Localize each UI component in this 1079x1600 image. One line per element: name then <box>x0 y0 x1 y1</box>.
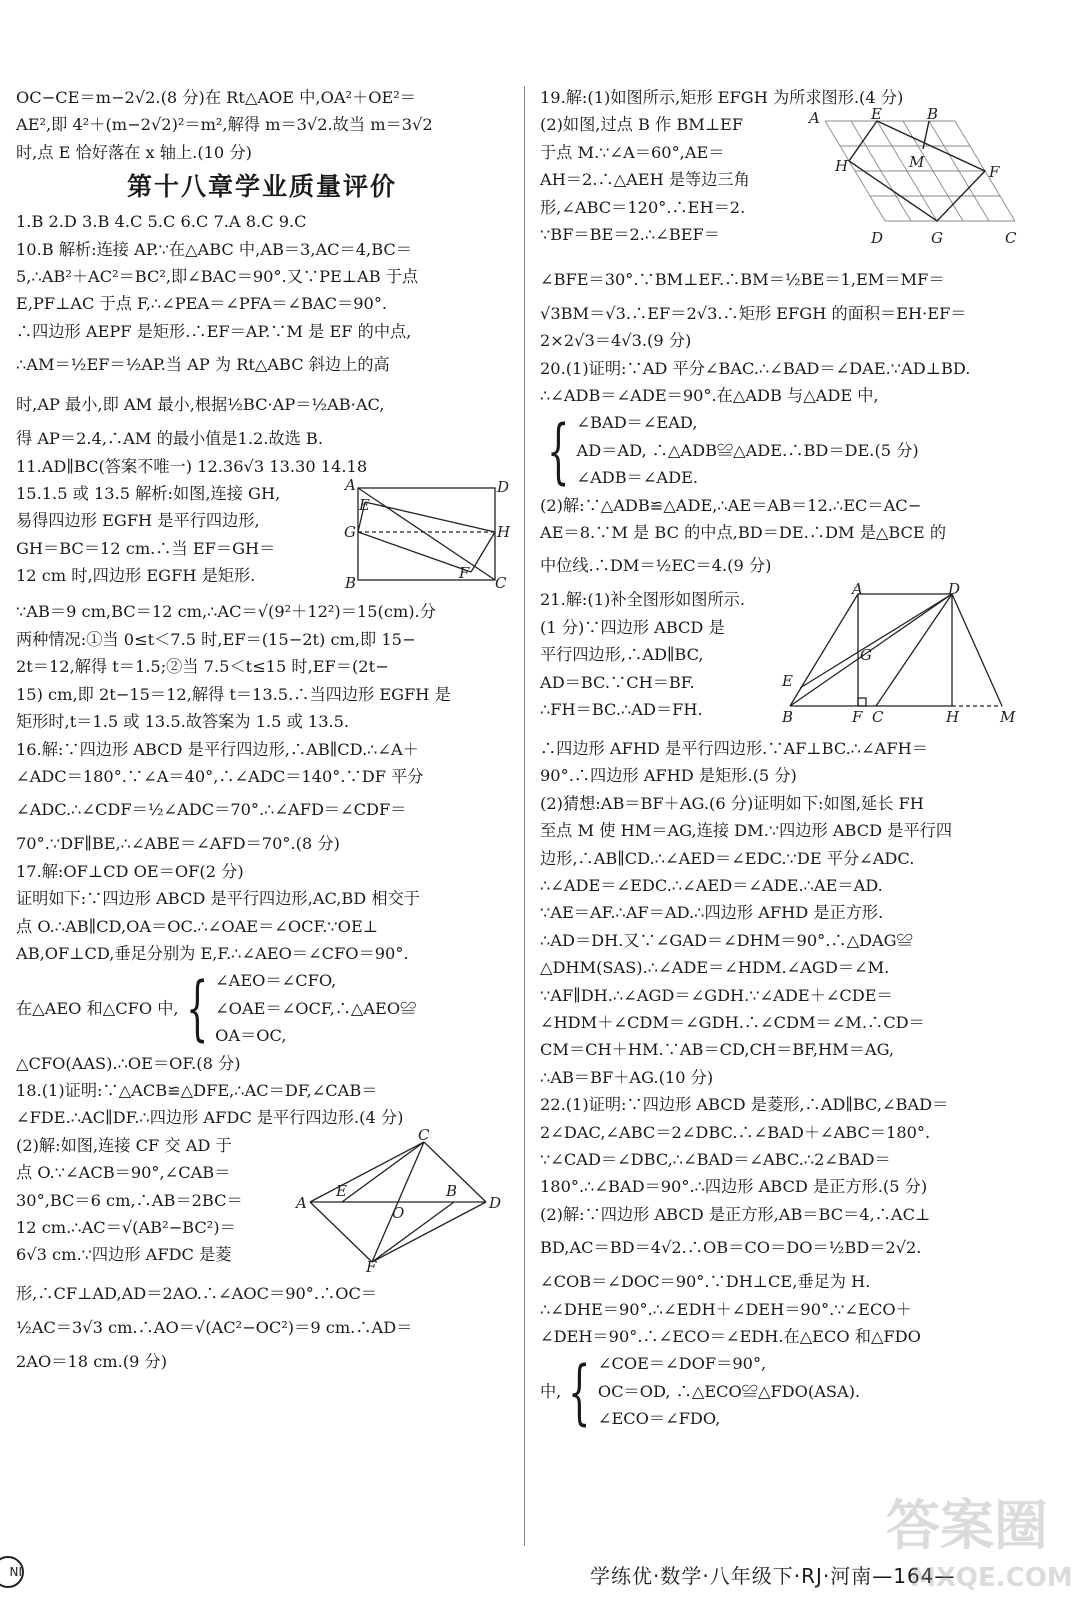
text-line: ∴AD＝DH.又∵∠GAD＝∠DHM＝90°.∴△DAG≌ <box>540 930 913 950</box>
text-line: (2)解:如图,连接 CF 交 AD 于 <box>16 1135 232 1155</box>
text-line: 19.解:(1)如图所示,矩形 EFGH 为所求图形.(4 分) <box>540 88 904 107</box>
text-line: ½AC＝3√3 cm.∴AO＝√(AC²−OC²)＝9 cm.∴AD＝ <box>16 1317 413 1337</box>
text-line: 2AO＝18 cm.(9 分) <box>16 1351 168 1371</box>
text-line: 2t＝12,解得 t＝1.5;②当 7.5＜t≤15 时,EF＝(2t− <box>16 657 389 677</box>
fig19-label: C <box>1005 229 1017 248</box>
fig19-label: E <box>871 105 882 124</box>
equation-system <box>540 1350 1020 1432</box>
text-line: GH＝BC＝12 cm.∴当 EF＝GH＝ <box>16 538 276 558</box>
text-line: (2)解:∵△ADB≌△ADE,∴AE＝AB＝12.∴EC＝AC− <box>540 495 922 515</box>
system-row: ∠AEO＝∠CFO, <box>215 971 337 991</box>
question-19-rest <box>540 260 1020 355</box>
brace: { <box>185 967 208 1050</box>
fig18-label: F <box>366 1257 377 1276</box>
text-line: ∴∠ADB＝∠ADE＝90°.在△ADB 与△ADE 中, <box>540 386 879 406</box>
system-row: ∠ECO＝∠FDO, <box>597 1409 721 1429</box>
question-18-rest <box>16 1280 508 1375</box>
text-line: 10.B 解析:连接 AP.∵在△ABC 中,AB＝3,AC＝4,BC＝ <box>16 239 412 259</box>
right-column <box>540 84 1020 1433</box>
brace: { <box>568 1350 591 1433</box>
figure-21 <box>780 580 1020 734</box>
fig18-label: A <box>296 1193 307 1212</box>
text-line: 至点 M 使 HM＝AG,连接 DM.∵四边形 ABCD 是平行四 <box>540 821 953 841</box>
text-line: E,PF⊥AC 于点 F,∴∠PEA＝∠PFA＝∠BAC＝90°. <box>16 294 388 314</box>
text-line: ∴四边形 AEPF 是矩形.∴EF＝AP.∵M 是 EF 的中点, <box>16 321 412 341</box>
text-line: 得 AP＝2.4,∴AM 的最小值是1.2.故选 B. <box>16 429 323 449</box>
text-line: 180°.∴∠BAD＝90°.∴四边形 ABCD 是正方形.(5 分) <box>540 1177 928 1197</box>
fig19-label: B <box>927 105 939 124</box>
column-divider <box>524 86 525 1546</box>
fig18-label: D <box>489 1193 502 1212</box>
watermark-logo <box>880 1482 1076 1596</box>
text-line: ∠COB＝∠DOC＝90°.∵DH⊥CE,垂足为 H. <box>540 1272 871 1292</box>
text-line: 形,∴CF⊥AD,AD＝2AO.∴∠AOC＝90°.∴OC＝ <box>16 1284 378 1304</box>
text-line: ∵AE＝AF.∴AF＝AD.∴四边形 AFHD 是正方形. <box>540 903 884 923</box>
text-line: 时,点 E 恰好落在 x 轴上.(10 分) <box>16 142 252 162</box>
question-15 <box>16 476 511 598</box>
question-16 <box>16 736 508 858</box>
text-line: ∠FDE.∴AC∥DF.∴四边形 AFDC 是平行四边形.(4 分) <box>16 1108 404 1128</box>
text-line: AD＝BC.∵CH＝BF. <box>540 672 695 692</box>
text-line: 70°.∵DF∥BE,∴∠ABE＝∠AFD＝70°.(8 分) <box>16 834 340 854</box>
fig15-label: B <box>345 574 357 593</box>
fig21-label: D <box>948 580 961 599</box>
text-line: △DHM(SAS).∴∠ADE＝∠HDM.∠AGD＝∠M. <box>540 958 890 978</box>
fig19-label: D <box>871 229 884 248</box>
question-20 <box>540 355 1020 587</box>
fig19-label: M <box>909 153 925 172</box>
text-line: √3BM＝√3.∴EF＝2√3.∴矩形 EFGH 的面积＝EH·EF＝ <box>540 303 967 323</box>
system-row: ∠COE＝∠DOF＝90°, <box>597 1354 767 1374</box>
text-line: 18.(1)证明:∵△ACB≌△DFE,∴AC＝DF,∠CAB＝ <box>16 1080 378 1100</box>
text-line: 90°.∴四边形 AFHD 是矩形.(5 分) <box>540 766 797 786</box>
text-line: 22.(1)证明:∵四边形 ABCD 是菱形,∴AD∥BC,∠BAD＝ <box>540 1095 949 1115</box>
text-line: ∴AB＝BF＋AG.(10 分) <box>540 1067 714 1087</box>
text-line: 2×2√3＝4√3.(9 分) <box>540 331 692 351</box>
fill-answers: 11.AD∥BC(答案不唯一) 12.36√3 13.30 14.18 <box>16 456 368 476</box>
fig21-label: C <box>872 708 884 727</box>
figure-15 <box>343 476 511 598</box>
text-line: 15) cm,即 2t−15＝12,解得 t＝13.5.∴当四边形 EGFH 是 <box>16 684 451 704</box>
fig18-label: C <box>418 1125 430 1144</box>
fig21-label: F <box>852 708 863 727</box>
fig21-label: G <box>860 646 872 665</box>
text-line: ∵AF∥DH.∴∠AGD＝∠GDH.∵∠ADE＋∠CDE＝ <box>540 985 893 1005</box>
text-line: AE＝8.∵M 是 BC 的中点,BD＝DE.∴DM 是△BCE 的 <box>540 523 947 543</box>
text-line: 30°,BC＝6 cm,∴AB＝2BC＝ <box>16 1190 243 1210</box>
text-line: (2)猜想:AB＝BF＋AG.(6 分)证明如下:如图,延长 FH <box>540 793 924 813</box>
text-line: ∴AM＝½EF＝½AP.当 AP 为 Rt△ABC 斜边上的高 <box>16 355 390 375</box>
equation-system <box>540 409 1020 491</box>
choice-answers: 1.B 2.D 3.B 4.C 5.C 6.C 7.A 8.C 9.C <box>16 212 307 232</box>
fig21-label: B <box>782 708 794 727</box>
fig21-label: E <box>782 672 793 691</box>
chapter-title: 第十八章学业质量评价 <box>126 172 397 202</box>
fig15-label: D <box>497 478 510 497</box>
fig19-label: G <box>931 229 943 248</box>
series-badge: NI <box>0 1556 24 1588</box>
text-line: 20.(1)证明:∵AD 平分∠BAC.∴∠BAD＝∠DAE.∵AD⊥BD. <box>540 358 971 378</box>
text-line: 15.1.5 或 13.5 解析:如图,连接 GH, <box>16 484 281 504</box>
text-line: (2)解:∵四边形 ABCD 是正方形,AB＝BC＝4,∴AC⊥ <box>540 1204 931 1224</box>
question-10 <box>16 236 508 453</box>
text-line: 矩形时,t＝1.5 或 13.5.故答案为 1.5 或 13.5. <box>16 712 350 732</box>
text-line: (1 分)∵四边形 ABCD 是 <box>540 617 725 637</box>
fig19-label: F <box>989 163 1000 182</box>
brace: { <box>547 409 570 492</box>
text-line: ∠BFE＝30°.∵BM⊥EF.∴BM＝½BE＝1,EM＝MF＝ <box>540 269 945 289</box>
question-17 <box>16 858 508 1077</box>
watermark-text: 答案圈 <box>886 1494 1048 1557</box>
fig15-label: H <box>497 523 511 542</box>
fig18-label: O <box>392 1203 405 1222</box>
fig15-label: A <box>345 476 356 495</box>
figure-18 <box>296 1125 508 1280</box>
figure-19 <box>805 105 1020 259</box>
text-line: ∠ADC＝180°.∵∠A＝40°,∴∠ADC＝140°.∵DF 平分 <box>16 766 424 786</box>
question-18-part2 <box>16 1125 508 1280</box>
text-line: ∠ADC.∴∠CDF＝½∠ADC＝70°.∴∠AFD＝∠CDF＝ <box>16 800 407 820</box>
text-line: ∴四边形 AFHD 是平行四边形.∵AF⊥BC.∴∠AFH＝ <box>540 738 928 758</box>
text-line: ∴FH＝BC.∴AD＝FH. <box>540 700 703 720</box>
text-line: 平行四边形,∴AD∥BC, <box>540 645 704 665</box>
fig21-label: A <box>852 580 863 599</box>
question-21 <box>540 580 1020 734</box>
system-row: ∠OAE＝∠OCF,∴△AEO≌ <box>215 998 417 1018</box>
text-line: 5,∴AB²＋AC²＝BC²,即∠BAC＝90°.又∵PE⊥AB 于点 <box>16 267 419 287</box>
system-row: OA＝OC, <box>215 1026 287 1046</box>
text-line: 易得四边形 EGFH 是平行四边形, <box>16 511 260 531</box>
text-line: CM＝CH＋HM.∵AB＝CD,CH＝BF,HM＝AG, <box>540 1040 895 1060</box>
fig21-label: M <box>1000 708 1016 727</box>
question-22 <box>540 1091 1020 1432</box>
text-line: 16.解:∵四边形 ABCD 是平行四边形,∴AB∥CD.∴∠A＋ <box>16 739 419 759</box>
text-line: ∴∠DHE＝90°.∴∠EDH＋∠DEH＝90°.∵∠ECO＋ <box>540 1299 912 1319</box>
text-line: 时,AP 最小,即 AM 最小,根据½BC·AP＝½AB·AC, <box>16 395 385 415</box>
text-line: 17.解:OF⊥CD OE＝OF(2 分) <box>16 861 244 881</box>
question-18 <box>16 1077 508 1132</box>
text-line: 于点 M.∵∠A＝60°,AE＝ <box>540 142 725 162</box>
fig15-label: C <box>495 574 507 593</box>
text-line: BD,AC＝BD＝4√2.∴OB＝CO＝DO＝½BD＝2√2. <box>540 1238 922 1258</box>
question-21-rest <box>540 735 1020 1091</box>
text-line: 边形,∴AB∥CD.∴∠AED＝∠EDC.∵DE 平分∠ADC. <box>540 848 915 868</box>
text-line: 形,∠ABC＝120°.∴EH＝2. <box>540 197 746 217</box>
question-19 <box>540 105 1020 259</box>
text-line: AB,OF⊥CD,垂足分别为 E,F.∴∠AEO＝∠CFO＝90°. <box>16 943 409 963</box>
text-line: AE²,即 4²＋(m−2√2)²＝m²,解得 m＝3√2.故当 m＝3√2 <box>16 115 433 135</box>
text-line: ∵∠CAD＝∠DBC,∴∠BAD＝∠ABC.∴2∠BAD＝ <box>540 1149 891 1169</box>
text-line: 2∠DAC,∠ABC＝2∠DBC.∴∠BAD＋∠ABC＝180°. <box>540 1122 931 1142</box>
text-line: AH＝2.∴△AEH 是等边三角 <box>540 170 750 190</box>
fig19-label: A <box>809 109 820 128</box>
system-row: ∠ADB＝∠ADE. <box>576 468 699 488</box>
text-line: OC−CE＝m−2√2.(8 分)在 Rt△AOE 中,OA²＋OE²＝ <box>16 88 416 107</box>
text-line: △CFO(AAS).∴OE＝OF.(8 分) <box>16 1053 241 1073</box>
watermark-sub: MXQE.COM <box>910 1563 1073 1593</box>
fig21-label: H <box>946 708 960 727</box>
system-row: AD＝AD, ∴△ADB≌△ADE.∴BD＝DE.(5 分) <box>576 440 919 460</box>
top-lines <box>16 84 508 166</box>
text-line: 证明如下:∵四边形 ABCD 是平行四边形,AC,BD 相交于 <box>16 889 420 909</box>
text-line: 21.解:(1)补全图形如图所示. <box>540 590 745 610</box>
text-line: 两种情况:①当 0≤t＜7.5 时,EF＝(15−2t) cm,即 15− <box>16 629 416 649</box>
fig19-label: H <box>835 157 849 176</box>
text-line: 中位线.∴DM＝½EC＝4.(9 分) <box>540 556 772 576</box>
system-row: OC＝OD, ∴△ECO≌△FDO(ASA). <box>597 1381 861 1401</box>
text-line: 6√3 cm.∵四边形 AFDC 是菱 <box>16 1245 232 1265</box>
text-line: 12 cm.∴AC＝√(AB²−BC²)＝ <box>16 1218 236 1237</box>
text-line: (2)如图,过点 B 作 BM⊥EF <box>540 115 744 135</box>
system-lead: 在△AEO 和△CFO 中, <box>16 998 179 1018</box>
text-line: ∠DEH＝90°.∴∠ECO＝∠EDH.在△ECO 和△FDO <box>540 1327 921 1346</box>
fig15-label: F <box>459 564 470 583</box>
text-line: ∵AB＝9 cm,BC＝12 cm,∴AC＝√(9²＋12²)＝15(cm).分 <box>16 602 436 622</box>
system-row: ∠BAD＝∠EAD, <box>576 413 698 433</box>
text-line: ∵BF＝BE＝2.∴∠BEF＝ <box>540 225 720 245</box>
system-lead: 中, <box>540 1381 562 1401</box>
fig18-label: E <box>336 1181 347 1200</box>
fig15-label: E <box>359 496 370 515</box>
text-line: 点 O.∴AB∥CD,OA＝OC.∴∠OAE＝∠OCF.∵OE⊥ <box>16 916 378 936</box>
text-line: ∴∠ADE＝∠EDC.∴∠AED＝∠ADE.∴AE＝AD. <box>540 875 883 895</box>
fig18-label: B <box>446 1181 458 1200</box>
text-line: ∠HDM＋∠CDM＝∠GDH.∴∠CDM＝∠M.∴CD＝ <box>540 1012 925 1032</box>
text-line: 12 cm 时,四边形 EGFH 是矩形. <box>16 566 256 586</box>
left-column <box>16 84 511 1375</box>
fig15-label: G <box>344 523 356 542</box>
question-15-rest <box>16 598 508 735</box>
equation-system <box>16 967 508 1049</box>
text-line: 点 O.∵∠ACB＝90°,∠CAB＝ <box>16 1163 231 1183</box>
footer-text: 学练优·数学·八年级下·RJ·河南—164— <box>590 1564 956 1588</box>
